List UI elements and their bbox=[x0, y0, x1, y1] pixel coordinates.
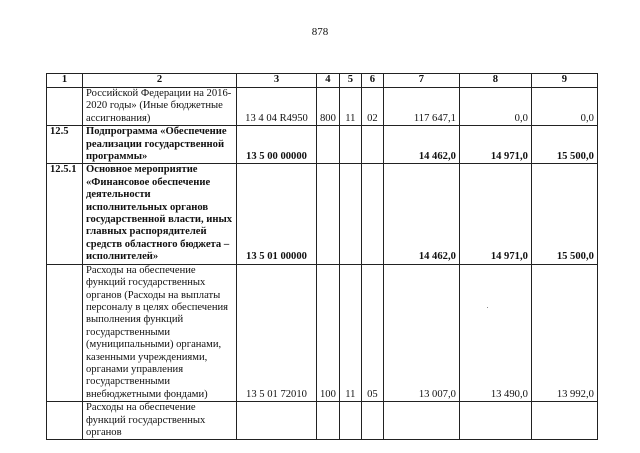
expense-type bbox=[317, 402, 340, 440]
subsection bbox=[361, 126, 383, 164]
section bbox=[339, 126, 361, 164]
amount-col8: 14 971,0 bbox=[459, 164, 531, 264]
subsection: 05 bbox=[361, 264, 383, 401]
row-number: 12.5 bbox=[47, 126, 83, 164]
amount-col8: 13 490,0 bbox=[459, 264, 531, 401]
amount-col9 bbox=[531, 402, 597, 440]
section bbox=[339, 164, 361, 264]
section: 11 bbox=[339, 264, 361, 401]
amount-col8: 0,0 bbox=[459, 88, 531, 126]
row-name: Основное мероприятие «Финансовое обеспечение деятельности исполнительных органов государственной власти, иных главных распорядителей средств областного бюджета – исполнителей» bbox=[83, 164, 237, 264]
section bbox=[339, 402, 361, 440]
table-row bbox=[47, 402, 598, 440]
column-header: 6 bbox=[361, 74, 383, 88]
column-header: 8 bbox=[459, 74, 531, 88]
row-number bbox=[47, 264, 83, 401]
column-header: 3 bbox=[237, 74, 317, 88]
amount-col7: 117 647,1 bbox=[383, 88, 459, 126]
amount-col8: 14 971,0 bbox=[459, 126, 531, 164]
target-code: 13 5 00 00000 bbox=[237, 126, 317, 164]
row-name: Расходы на обеспечение функций государственных органов (Расходы на выплаты персоналу в целях обеспечения выполнения функций государственными (муниципальными) органами, казенными учреждениями, органами управления государственными внебюджетными фондами) bbox=[83, 264, 237, 401]
subsection: 02 bbox=[361, 88, 383, 126]
target-code: 13 5 01 72010 bbox=[237, 264, 317, 401]
expense-type: 100 bbox=[317, 264, 340, 401]
amount-col9: 0,0 bbox=[531, 88, 597, 126]
row-name: Подпрограмма «Обеспечение реализации государственной программы» bbox=[83, 126, 237, 164]
amount-col7: 14 462,0 bbox=[383, 164, 459, 264]
amount-col9: 15 500,0 bbox=[531, 126, 597, 164]
amount-col7: 13 007,0 bbox=[383, 264, 459, 401]
row-number: 12.5.1 bbox=[47, 164, 83, 264]
expense-type bbox=[317, 126, 340, 164]
row-number bbox=[47, 402, 83, 440]
section: 11 bbox=[339, 88, 361, 126]
subsection bbox=[361, 402, 383, 440]
table-row bbox=[47, 164, 598, 264]
column-header: 4 bbox=[317, 74, 340, 88]
budget-table bbox=[46, 73, 598, 440]
expense-type bbox=[317, 164, 340, 264]
target-code: 13 4 04 R4950 bbox=[237, 88, 317, 126]
column-header: 9 bbox=[531, 74, 597, 88]
table-row bbox=[47, 126, 598, 164]
page-number: 878 bbox=[311, 26, 329, 38]
target-code bbox=[237, 402, 317, 440]
scan-speck bbox=[487, 307, 488, 308]
row-name: Расходы на обеспечение функций государственных органов bbox=[83, 402, 237, 440]
table-row bbox=[47, 88, 598, 126]
row-name: Российской Федерации на 2016-2020 годы» (Иные бюджетные ассигнования) bbox=[83, 88, 237, 126]
table-header-row bbox=[47, 74, 598, 88]
target-code: 13 5 01 00000 bbox=[237, 164, 317, 264]
amount-col9: 13 992,0 bbox=[531, 264, 597, 401]
expense-type: 800 bbox=[317, 88, 340, 126]
amount-col7: 14 462,0 bbox=[383, 126, 459, 164]
amount-col7 bbox=[383, 402, 459, 440]
column-header: 1 bbox=[47, 74, 83, 88]
amount-col8 bbox=[459, 402, 531, 440]
table-row bbox=[47, 264, 598, 401]
subsection bbox=[361, 164, 383, 264]
column-header: 2 bbox=[83, 74, 237, 88]
column-header: 5 bbox=[339, 74, 361, 88]
amount-col9: 15 500,0 bbox=[531, 164, 597, 264]
row-number bbox=[47, 88, 83, 126]
column-header: 7 bbox=[383, 74, 459, 88]
